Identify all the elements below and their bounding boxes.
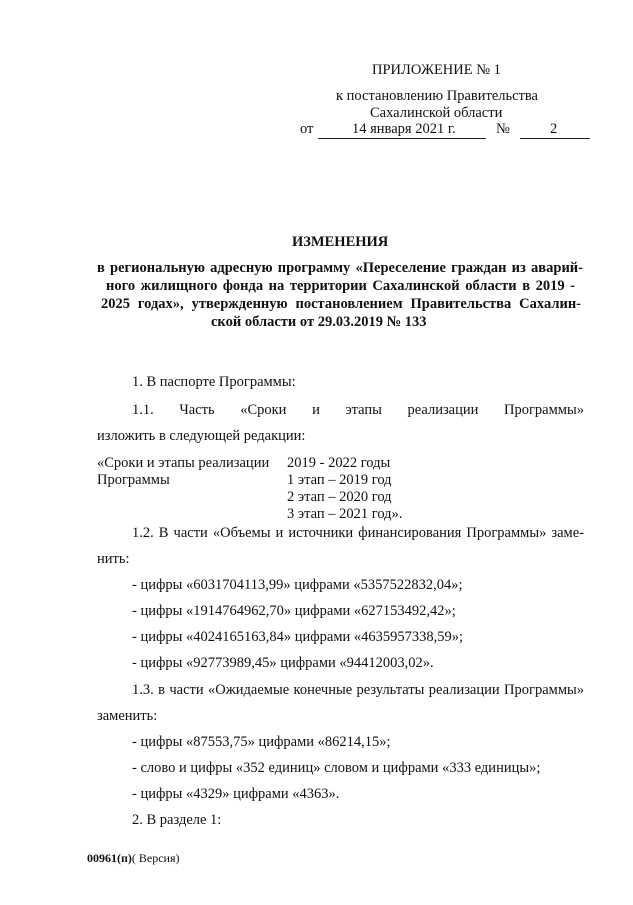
title-line-3: 2025 годах», утвержденную постановлением Правительства Сахалин- <box>101 296 581 312</box>
table-right-line-3: 2 этап – 2020 год <box>287 489 392 505</box>
list-item: - слово и цифры «352 единиц» словом и цифрами «333 единицы»; <box>132 760 541 776</box>
section-1-1-continuation: изложить в следующей редакции: <box>97 428 306 444</box>
section-1-3: 1.3. в части «Ожидаемые конечные результаты реализации Программы» <box>132 682 584 698</box>
list-item: - цифры «87553,75» цифрами «86214,15»; <box>132 734 391 750</box>
section-1: 1. В паспорте Программы: <box>132 374 296 390</box>
list-item: - цифры «1914764962,70» цифрами «627153492,42»; <box>132 603 456 619</box>
table-right-line-4: 3 этап – 2021 год». <box>287 506 403 522</box>
list-item: - цифры «92773989,45» цифрами «94412003,02». <box>132 655 434 671</box>
section-1-1-word: Программы» <box>504 402 584 418</box>
resolution-line-2: Сахалинской области <box>370 105 503 121</box>
list-item: - цифры «4024165163,84» цифрами «4635957338,59»; <box>132 629 464 645</box>
section-2: 2. В разделе 1: <box>132 812 222 828</box>
table-left-line-2: Программы <box>97 472 170 488</box>
resolution-date: 14 января 2021 г. <box>352 121 456 137</box>
resolution-number: 2 <box>550 121 558 137</box>
section-1-1-word: Часть <box>179 402 215 418</box>
table-right-line-1: 2019 - 2022 годы <box>287 455 391 471</box>
section-1-2: 1.2. В части «Объемы и источники финансирования Программы» заме- <box>132 525 584 541</box>
appendix-label: ПРИЛОЖЕНИЕ № 1 <box>372 62 501 78</box>
table-left-line-1: «Сроки и этапы реализации <box>97 455 270 471</box>
title-line-4: ской области от 29.03.2019 № 133 <box>211 314 427 330</box>
list-item: - цифры «6031704113,99» цифрами «5357522832,04»; <box>132 577 463 593</box>
number-underline <box>520 138 590 139</box>
section-1-1-word: 1.1. <box>132 402 154 418</box>
footer-document-code <box>87 852 180 864</box>
from-label: от <box>300 121 314 137</box>
section-1-1-word: реализации <box>407 402 479 418</box>
section-1-1-word: и <box>312 402 320 418</box>
section-1-1-line <box>132 403 584 418</box>
section-1-1-word: этапы <box>345 402 382 418</box>
document-heading: ИЗМЕНЕНИЯ <box>292 234 389 250</box>
title-line-1: в региональную адресную программу «Переселение граждан из аварий- <box>97 260 583 276</box>
resolution-line-1: к постановлению Правительства <box>336 88 538 104</box>
footer-version: ( Версия) <box>131 851 180 865</box>
date-underline <box>318 138 486 139</box>
section-1-2-continuation: нить: <box>97 551 130 567</box>
list-item: - цифры «4329» цифрами «4363». <box>132 786 340 802</box>
section-1-3-continuation: заменить: <box>97 708 158 724</box>
number-label: № <box>496 121 510 137</box>
title-line-2: ного жилищного фонда на территории Сахалинской области в 2019 - <box>106 278 575 294</box>
footer-code: 00961(п) <box>87 851 132 865</box>
section-1-1-word: «Сроки <box>240 402 287 418</box>
table-right-line-2: 1 этап – 2019 год <box>287 472 392 488</box>
